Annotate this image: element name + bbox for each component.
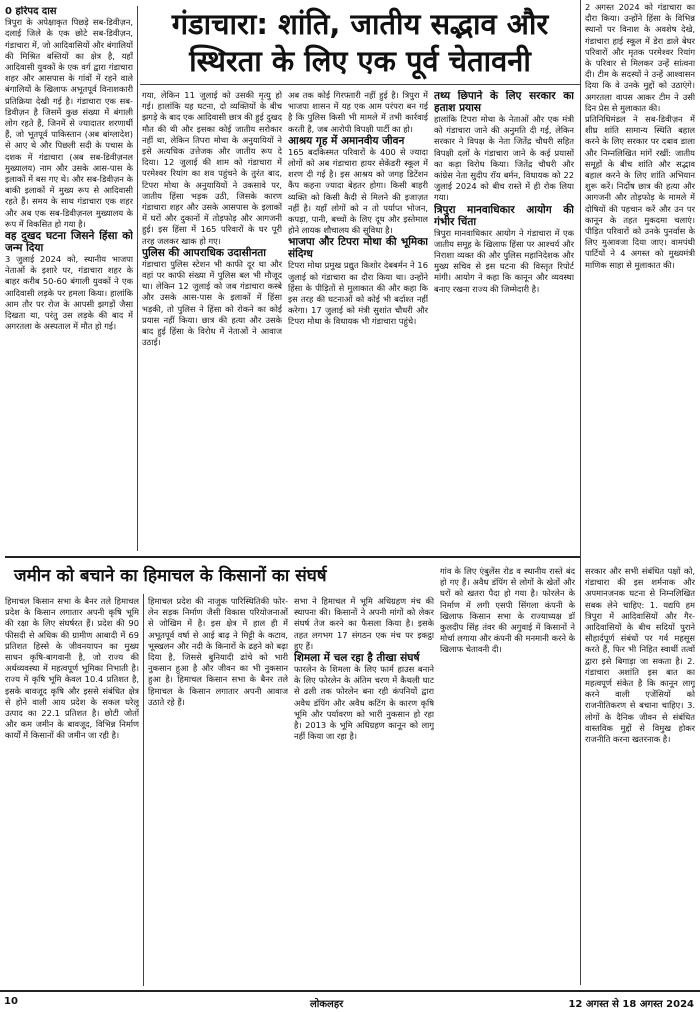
article2-text-3: सभा ने हिमाचल में भूमि अधिग्रहण मंच की स्थापना की। किसानों ने अपनी मांगों को लेकर संघर्ष तेज करने का फैसला किया है। इसके तहत लगभग 17 संगठन एक मंच पर इकट्ठा हुए हैं। bbox=[294, 596, 434, 651]
article2-column-3 bbox=[294, 596, 434, 986]
article1-column-5 bbox=[585, 2, 695, 562]
article1-text-3c: टिपरा मोथा प्रमुख प्रद्युत किशोर देबबर्मन ने 16 जुलाई को गंडाचारा का दौरा किया था। उन्होंने हिंसा के पीड़ितों से मुलाकात की और कहा कि इस तरह की घटनाओं को कोई भी बर्दाश्त नहीं करेगा। 17 जुलाई को मंत्री सुशांत चौधरी और टिपरा मोथा के विधायक भी गंडाचारा पहुंचे। bbox=[288, 260, 428, 327]
article1-column-1 bbox=[5, 6, 133, 551]
article1-column-5-continued bbox=[585, 566, 695, 986]
subheading-5: तथ्य छिपाने के लिए सरकार का हताश प्रयास bbox=[434, 90, 574, 114]
subheading-3: आश्रय गृह में अमानवीय जीवन bbox=[288, 134, 405, 147]
article2-column-2 bbox=[148, 596, 288, 986]
article1-text-3: अब तक कोई गिरफ्तारी नहीं हुई है। त्रिपुरा में भाजपा शासन में यह एक आम परंपरा बन गई है कि पुलिस किसी भी मामले में तभी कार्रवाई करती है, जब आरोपी विपक्षी पार्टी का हो। bbox=[288, 90, 428, 134]
footer bbox=[0, 992, 700, 1012]
article1-column-3 bbox=[288, 90, 428, 551]
subheading-2: पुलिस की आपराधिक उदासीनता bbox=[142, 246, 266, 259]
article1-text-2: गया, लेकिन 11 जुलाई को उसकी मृत्यु हो गई। हालांकि यह घटना, दो व्यक्तियों के बीच झगड़े के बाद एक आदिवासी छात्र की हुई दुखद मौत की थी और इसका कोई जातीय सरोकार नहीं था, लेकिन तिपरा मोथा के अनुयायियों ने इसे अत्यधिक उत्तेजक और जातीय रूप दे दिया। 12 जुलाई की शाम को गंडाचारा में परमेश्वर रियांग का शव पहुंचने के तुरंत बाद, टिपरा मोथा के अनुयायियों ने उकसावे पर, जातीय हिंसा भड़क उठी, जिसके कारण गंडाचारा शहर और उसके आसपास के इलाकों में घरों और दुकानों में तोड़फोड़ और आगजनी हुई। इस हिंसा में 165 परिवारों के घर पूरी तरह जलकर खाक हो गए। bbox=[142, 90, 282, 246]
article1-text-4b: त्रिपुरा मानवाधिकार आयोग ने गंडाचारा में एक जातीय समूह के खिलाफ हिंसा पर आश्चर्य और निराशा व्यक्त की और पुलिस महानिदेशक और मुख्य सचिव से इस घटना की विस्तृत रिपोर्ट मांगी। आयोग ने कहा कि कानून और व्यवस्था बनाए रखना राज्य की जिम्मेदारी है। bbox=[434, 227, 574, 294]
byline: 0 हरिपद दास bbox=[5, 6, 57, 17]
subheading-6: त्रिपुरा मानवाधिकार आयोग की गंभीर चिंता bbox=[434, 203, 574, 228]
article-separator bbox=[5, 556, 580, 558]
article2-subheading-1: शिमला में चल रहा है तीखा संघर्ष bbox=[294, 652, 420, 665]
article1-column-4 bbox=[434, 90, 574, 551]
article1-text-5: 2 अगस्त 2024 को गंडाचारा का दौरा किया। उन्होंने हिंसा के विभिन्न स्थानों पर विनाश के अवशेष देखे, गंडाचारा हाई स्कूल में डेरा डाले बेघर परिवारों और मृतक परमेश्वर रियांग के परिवार से मिलकर उन्हें सांत्वना दी। टीम के सदस्यों ने उन्हें आश्वासन दिया कि वे उनके मुद्दों को उठाएंगे। अगरतला वापस आकर टीम ने उसी दिन प्रेस से मुलाकात की। bbox=[585, 2, 695, 113]
article1-text-2b: गंडाचारा पुलिस स्टेशन भी काफी दूर था और वहां पर काफी संख्या में पुलिस बल भी मौजूद था। लेकिन 12 जुलाई को जब गंडाचारा कस्बे और उसके आस-पास के इलाकों में हिंसा भड़की, तो पुलिस ने हिंसा को रोकने का कोई प्रयास नहीं किया। छात्र की हत्या और उसके बाद हुई हिंसा के विरोध में नेताओं ने आवाज उठाई। bbox=[142, 258, 282, 348]
column-divider bbox=[137, 6, 138, 551]
article1-text-5c: सरकार और सभी संबंधित पक्षों को, गंडाचारा की इस शर्मनाक और अपमानजनक घटना से निम्नलिखित सबक लेने चाहिए: 1. यद्यपि हम त्रिपुरा में आदिवासियों और गैर-आदिवासियों के बीच सदियों पुराने सौहार्दपूर्ण संबंधों पर गर्व महसूस करते हैं, फिर भी निहित स्वार्थी तत्वों द्वारा इसे बिगाड़ा जा सकता है। 2. गंडाचारा अशांति इस बात का महत्वपूर्ण संकेत है कि कानून लागू करने वाली एजेंसियों को राजनीतिकरण से बचाना चाहिए। 3. लोगों के दैनिक जीवन से संबंधित वास्तविक मुद्दों से विमुख होकर राजनीति करना खतरनाक है। bbox=[585, 566, 695, 745]
headline-rule bbox=[140, 84, 580, 85]
article1-column-2 bbox=[142, 90, 282, 551]
issue-date: 12 अगस्त से 18 अगस्त 2024 bbox=[568, 999, 694, 1010]
subheading-4: भाजपा और टिपरा मोथा की भूमिका संदिग्ध bbox=[288, 236, 428, 261]
article1-text-1: त्रिपुरा के अपेक्षाकृत पिछड़े सब-डिवीज़न, दलाई जिले के एक छोटे सब-डिवीज़न, गंडाचारा में, जो आदिवासियों और बंगालियों की मिश्रित बस्तियों का क्षेत्र है, यहाँ आदिवासी युवकों के एक वर्ग द्वारा गंडाचारा शहर और आसपास के गांवों में रहने वाले बंगालियों के खिलाफ अभूतपूर्व विनाशकारी प्रतिक्रिया देखी गई है। गंडाचारा एक सब-डिवीज़न है जिसमें कुछ संख्या में बंगाली लोग रहते हैं, जिनमें से ज्यादातर शरणार्थी हैं, जो भूतपूर्व पाकिस्तान (अब बांग्लादेश) से आए थे और पिछली सदी के पचास के दशक में गंडाचारा (अब सब-डिवीज़नल मुख्यालय) नाम और उसके आस-पास के इलाकों में बस गए थे। और सब-डिवीज़न के बाकी इलाकों में मुख्य रूप से आदिवासी रहते हैं। समय के साथ गंडाचारा एक शहर और अब एक सब-डिवीज़नल मुख्यालय के रूप में विकसित हो गया है। bbox=[5, 17, 133, 229]
article2-headline: जमीन को बचाने का हिमाचल के किसानों का संघर्ष bbox=[14, 566, 327, 586]
subheading-1: वह दुखद घटना जिसने हिंसा को जन्म दिया bbox=[5, 230, 133, 255]
column-divider-right bbox=[580, 0, 581, 985]
column-divider bbox=[143, 594, 144, 986]
article1-text-1b: 3 जुलाई 2024 को, स्थानीय भाजपा नेताओं के इशारे पर, गंडाचारा शहर के बाहर करीब 50-60 बंगाली युवकों ने एक आदिवासी लड़के पर हमला किया। हालांकि आम तौर पर रोज के आपसी झगड़ों जैसा दिखता था, परंतु उस लड़के की बाद में अगरतला के अस्पताल में मौत हो गई। bbox=[5, 254, 133, 332]
publication-name: लोकलहर bbox=[310, 999, 344, 1010]
article2-column-1 bbox=[5, 596, 139, 986]
page-number: 10 bbox=[4, 996, 18, 1007]
article2-text-1: हिमाचल किसान सभा के बैनर तले हिमाचल प्रदेश के किसान लगातार अपनी कृषि भूमि की रक्षा के लिए संघर्षरत हैं। प्रदेश की 90 फीसदी से अधिक की ग्रामीण आबादी में 69 प्रतिशत हिस्से के जीवनयापन का मुख्य साधन कृषि-बागवानी है, जो राज्य की अर्थव्यवस्था में महत्वपूर्ण भूमिका निभाती है। राज्य में कृषि भूमि केवल 10.4 प्रतिशत है, इसके बावजूद कृषि और इससे संबंधित क्षेत्र से होने वाली आय प्रदेश के सकल घरेलू उत्पाद का 22.1 प्रतिशत है। छोटी जोतों और कम जमीन के बावजूद, विभिन्न निर्माण कार्यों में किसानों की जमीन जा रही है। bbox=[5, 596, 139, 741]
article1-text-5b: प्रतिनिधिमंडल ने सब-डिवीज़न में शीघ्र शांति सामान्य स्थिति बहाल करने के लिए सरकार पर दबाव डाला और निम्नलिखित मांगें रखीं: जातीय समूहों के बीच शांति और सद्भाव बहाल करने के लिए शांति अभियान शुरू करें। निर्दोष छात्र की हत्या और आगजनी और तोड़फोड़ के मामले में दोषियों की पहचान करें और उन पर कानून के तहत मुकदमा चलाएं। पीड़ित परिवारों को उनके पुनर्वास के लिए मुआवजा दिया जाए। वामपंथी पार्टियों ने 4 अगस्त को मुख्यमंत्री माणिक साहा से मुलाकात की। bbox=[585, 114, 695, 270]
article1-headline: गंडाचारा: शांति, जातीय सद्भाव और स्थिरता के लिए एक पूर्व चेतावनी bbox=[171, 7, 549, 78]
article2-column-4 bbox=[440, 566, 575, 986]
article2-text-2: हिमाचल प्रदेश की नाजुक पारिस्थितिकी फोर-लेन सड़क निर्माण जैसी विकास परियोजनाओं से जोखिम में है। इस क्षेत्र में हाल ही में अभूतपूर्व वर्षा से आई बाढ़ ने मिट्टी के कटाव, भूस्खलन और नदी के किनारों के ढहने को बढ़ा दिया है, जिससे बुनियादी ढांचे को भारी नुकसान हुआ है और जीवन का भी नुकसान हुआ है। हिमाचल किसान सभा के बैनर तले हिमाचल के किसान लगातार अपनी आवाज उठाते रहे हैं। bbox=[148, 596, 288, 707]
article1-text-3b: 165 बदकिस्मत परिवारों के 400 से ज्यादा लोगों को अब गंडाचारा हायर सेकेंडरी स्कूल में शरण दी गई है। इस आश्रय को जगह डिटेंशन कैंप कहना ज्यादा बेहतर होगा। किसी बाहरी व्यक्ति को किसी कैदी से मिलने की इजाज़त नहीं है। यहाँ लोगों को न तो पर्याप्त भोजन, कपड़ा, पानी, बच्चों के लिए दूध और इस्तेमाल होने लायक शौचालय की सुविधा है। bbox=[288, 146, 428, 236]
article2-text-4: गांव के लिए एंबुलेंस रोड व स्थानीय रास्ते बंद हो गए हैं। अवैध डंपिंग से लोगों के खेतों और घरों को खतरा पैदा हो गया है। फोरलेन के निर्माण में लगी एसपी सिंगला कंपनी के खिलाफ किसान सभा के राज्याध्यक्ष डॉ कुलदीप सिंह तंवर की अगुवाई में किसानों ने मोर्चा लगाया और कंपनी की मनमानी करने के खिलाफ चेतावनी दी। bbox=[440, 566, 575, 655]
article2-text-3b: फारलेन के शिमला के लिए फार्म हाउस बनाने के लिए फोरलेन के अंतिम चरण में कैथली घाट से ढली तक फोरलेन बना रही कंपनियों द्वारा अवैध डंपिंग और अवैध कटिंग के कारण कृषि भूमि और पर्यावरण को भारी नुकसान हो रहा है। 2013 के भूमि अधिग्रहण कानून को लागू नहीं किया जा रहा है। bbox=[294, 664, 434, 742]
article1-text-4: हालांकि टिपरा मोथा के नेताओं और एक मंत्री को गंडाचारा जाने की अनुमति दी गई, लेकिन सरकार ने विपक्ष के नेता जितेंद्र चौधरी सहित विपक्षी दलों के गंडाचारा जाने के कई प्रयासों का कड़ा विरोध किया। जितेंद्र चौधरी और कांग्रेस नेता सुदीप रॉय बर्मन, विधायक को 22 जुलाई 2024 को बीच रास्ते में ही रोक लिया गया। bbox=[434, 114, 574, 203]
